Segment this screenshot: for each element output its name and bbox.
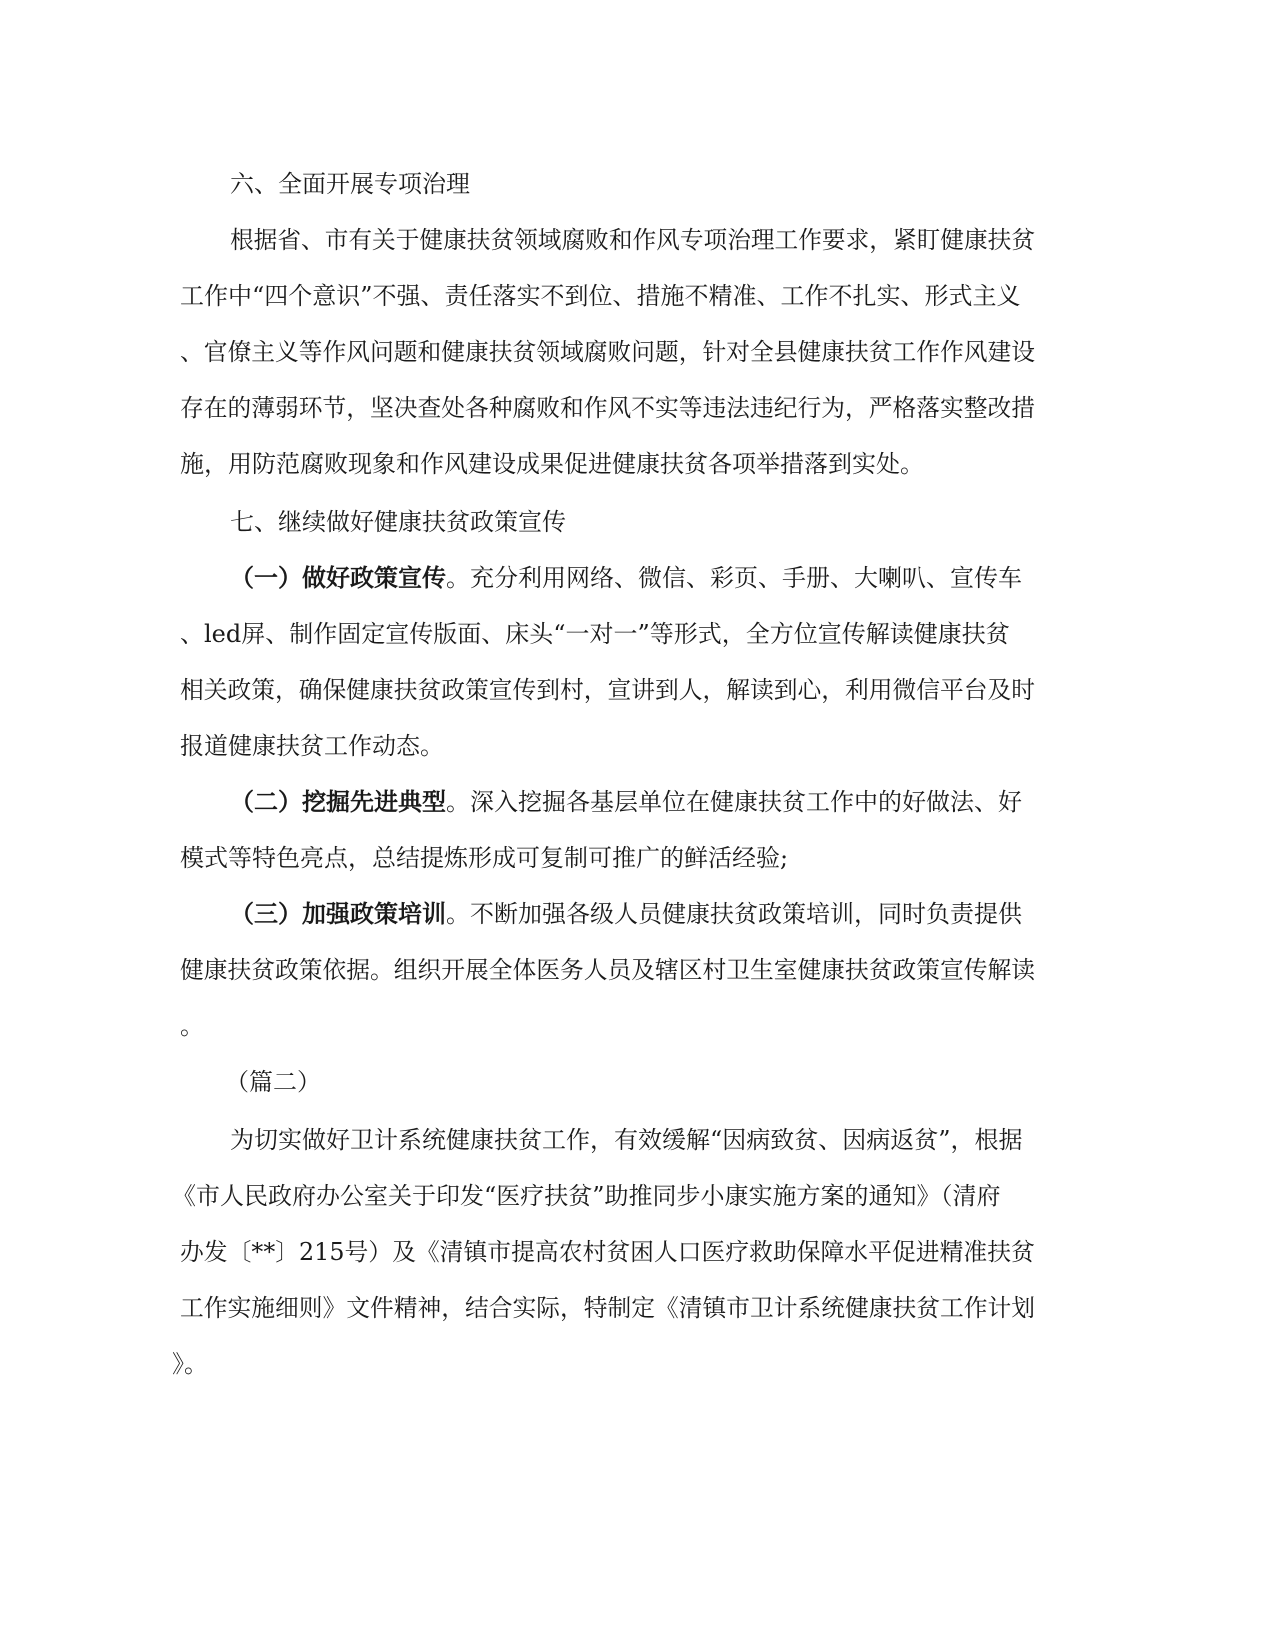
paragraph-line <box>0 1176 1275 1216</box>
line-text: 七、继续做好健康扶贫政策宣传 <box>230 508 566 536</box>
subsection-three-line <box>0 894 1275 934</box>
line-text: 办发〔**〕215号）及《清镇市提高农村贫困人口医疗救助保障水平促进精准扶贫 <box>180 1238 1035 1266</box>
subsection-two-line <box>0 782 1275 822</box>
paragraph-line <box>0 444 1275 484</box>
paragraph-line <box>0 1120 1275 1160</box>
line-text: 根据省、市有关于健康扶贫领域腐败和作风专项治理工作要求，紧盯健康扶贫 <box>230 226 1035 254</box>
section-six-heading <box>0 164 1275 204</box>
line-text: 。深入挖掘各基层单位在健康扶贫工作中的好做法、好 <box>446 788 1022 816</box>
paragraph-line <box>0 670 1275 710</box>
paragraph-line <box>0 614 1275 654</box>
line-text: 。充分利用网络、微信、彩页、手册、大喇叭、宣传车 <box>446 564 1022 592</box>
paragraph-line <box>0 1006 1275 1046</box>
line-text: 六、全面开展专项治理 <box>230 170 470 198</box>
paragraph-line <box>0 276 1275 316</box>
line-text: 存在的薄弱环节，坚决查处各种腐败和作风不实等违法违纪行为，严格落实整改措 <box>180 394 1035 422</box>
subsection-one-heading: （一）做好政策宣传 <box>230 564 446 592</box>
paragraph-line <box>0 1344 1275 1384</box>
line-text: 。不断加强各级人员健康扶贫政策培训，同时负责提供 <box>446 900 1022 928</box>
paragraph-line <box>0 838 1275 878</box>
line-text: 健康扶贫政策依据。组织开展全体医务人员及辖区村卫生室健康扶贫政策宣传解读 <box>180 956 1035 984</box>
subsection-three-heading: （三）加强政策培训 <box>230 900 446 928</box>
paragraph-line <box>0 220 1275 260</box>
line-text: 报道健康扶贫工作动态。 <box>180 732 444 760</box>
line-text: 工作实施细则》文件精神，结合实际，特制定《清镇市卫计系统健康扶贫工作计划 <box>180 1294 1035 1322</box>
line-text: 为切实做好卫计系统健康扶贫工作，有效缓解“因病致贫、因病返贫”，根据 <box>230 1126 1023 1154</box>
paragraph-line <box>0 1288 1275 1328</box>
line-text: 》。 <box>172 1350 208 1378</box>
line-text: 、led屏、制作固定宣传版面、床头“一对一”等形式，全方位宣传解读健康扶贫 <box>180 620 1010 648</box>
line-text: 《市人民政府办公室关于印发“医疗扶贫”助推同步小康实施方案的通知》（清府 <box>172 1182 1001 1210</box>
line-text: 相关政策，确保健康扶贫政策宣传到村，宣讲到人，解读到心，利用微信平台及时 <box>180 676 1035 704</box>
paragraph-line <box>0 726 1275 766</box>
part-two-heading <box>0 1062 1275 1102</box>
line-text: （篇二） <box>225 1068 321 1096</box>
subsection-one-line <box>0 558 1275 598</box>
paragraph-line <box>0 388 1275 428</box>
line-text: 施，用防范腐败现象和作风建设成果促进健康扶贫各项举措落到实处。 <box>180 450 924 478</box>
subsection-two-heading: （二）挖掘先进典型 <box>230 788 446 816</box>
paragraph-line <box>0 1232 1275 1272</box>
line-text: 。 <box>180 1012 204 1040</box>
paragraph-line <box>0 332 1275 372</box>
line-text: 工作中“四个意识”不强、责任落实不到位、措施不精准、工作不扎实、形式主义 <box>180 282 1021 310</box>
section-seven-heading <box>0 502 1275 542</box>
paragraph-line <box>0 950 1275 990</box>
line-text: 模式等特色亮点，总结提炼形成可复制可推广的鲜活经验; <box>180 844 789 872</box>
line-text: 、官僚主义等作风问题和健康扶贫领域腐败问题，针对全县健康扶贫工作作风建设 <box>180 338 1035 366</box>
